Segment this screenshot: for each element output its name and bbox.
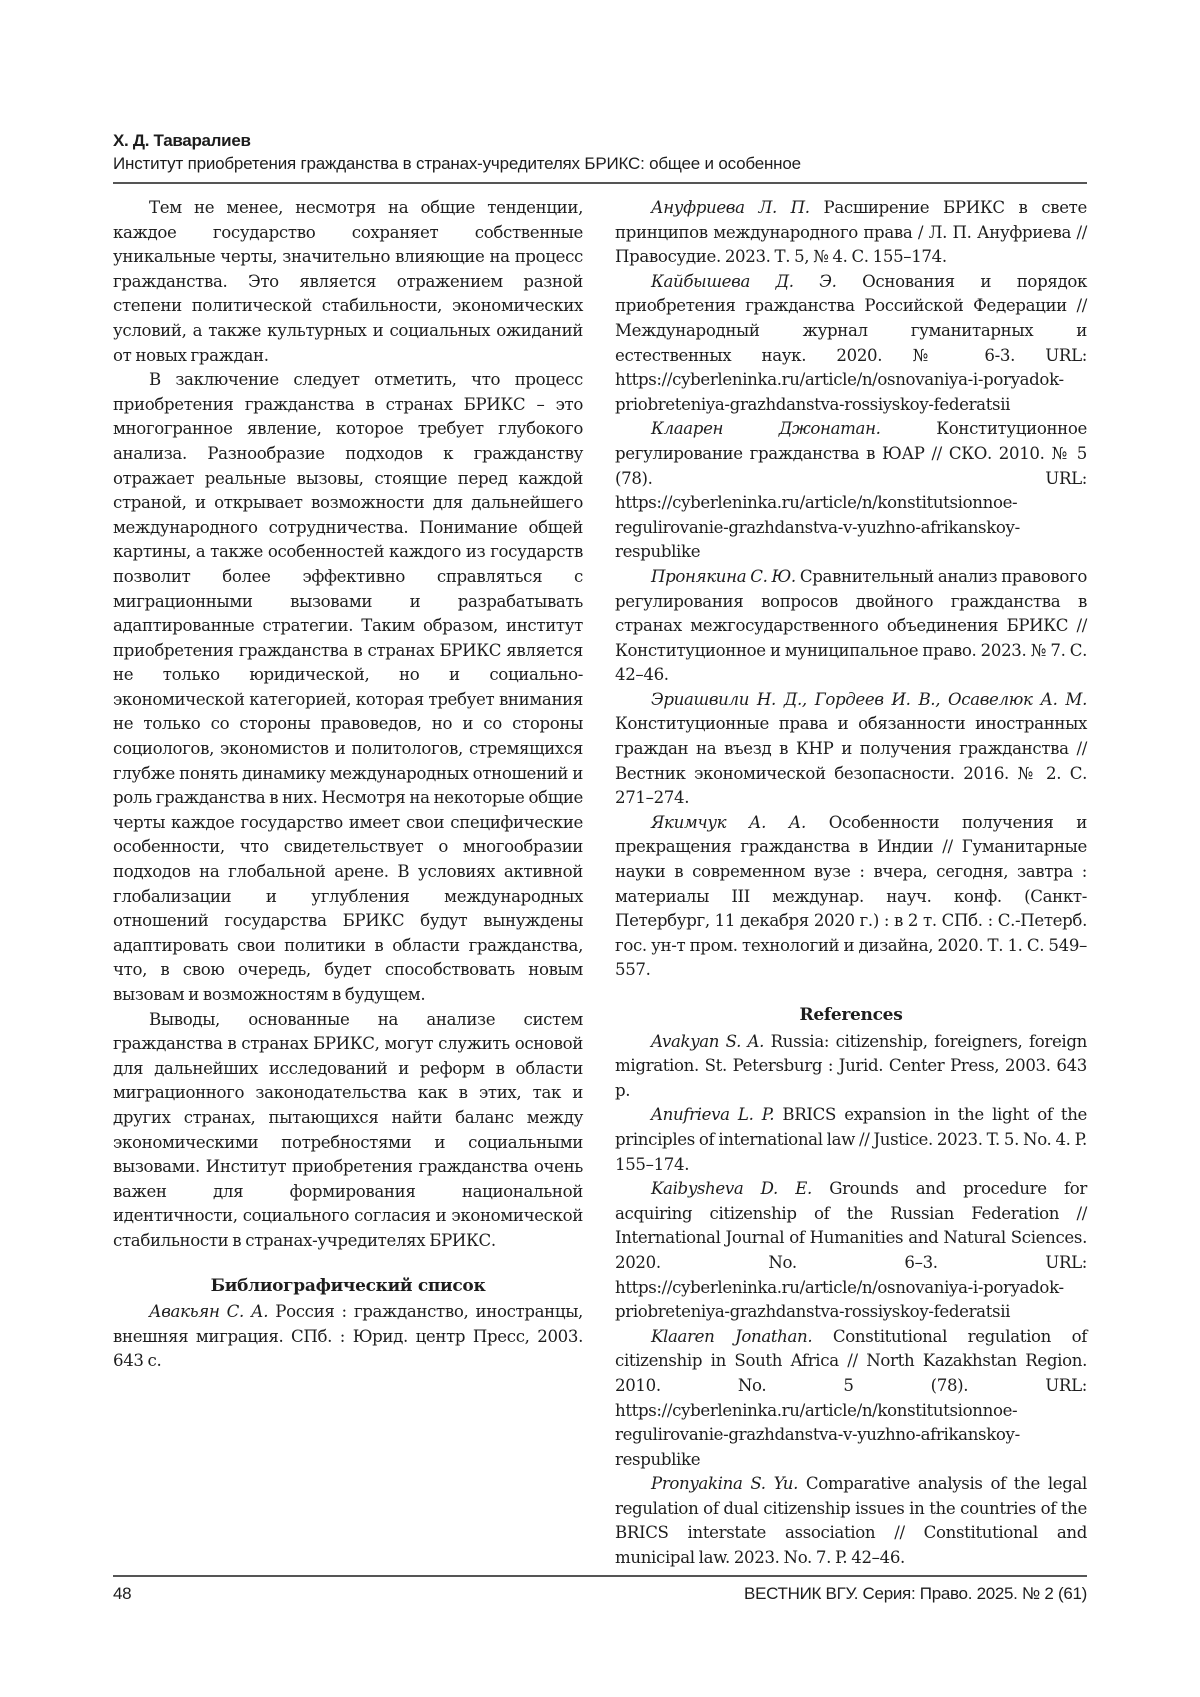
entry-text: Основания и порядок приобретения гражданства Российской Федерации // Международный журнал гуманитарных и естественных наук. 2020. № 6-3. URL: https://cyberleninka.ru/article/n/osnovaniya-i-poryadok-priobreteniya-grazhdanstva-rossiyskoy-federatsii: [615, 271, 1087, 414]
references-heading: References: [799, 1005, 903, 1025]
entry-text: Сравнительный анализ правового регулирования вопросов двойного гражданства в странах межгосударственного объединения БРИКС // Конституционное и муниципальное право. 2023. № 7. С. 42–46.: [615, 566, 1087, 685]
entry-text: Россия : гражданство, иностранцы, внешняя миграция. СПб. : Юрид. центр Пресс, 2003. 643 с.: [113, 1302, 583, 1371]
bibliography-entry: [615, 417, 1087, 565]
bibliography-entry: [615, 688, 1087, 811]
entry-text: Constitutional regulation of citizenship in South Africa // North Kazakhstan Region. 2010. No. 5 (78). URL: https://cyberleninka.ru/article/n/konstitutsionnoe-regulirovanie-grazhdanstva-v-yuzhno-afrikanskoy-respublike: [615, 1326, 1088, 1469]
entry-author: Эриашвили Н. Д., Гордеев И. В., Осавелюк А. М.: [651, 689, 1087, 709]
entry-author: Якимчук А. А.: [651, 812, 806, 832]
bibliography-entry: [615, 565, 1087, 688]
entry-author: Авакьян С. А.: [149, 1302, 269, 1322]
bibliography-entry: [615, 270, 1087, 418]
left-column: [113, 196, 583, 1374]
entry-text: Расширение БРИКС в свете принципов международного права / Л. П. Ануфриева // Правосудие. 2023. Т. 5, № 4. С. 155–174.: [615, 198, 1087, 267]
bibliography-entry: [113, 1300, 583, 1374]
reference-entry: [615, 1325, 1087, 1473]
running-head-title: Институт приобретения гражданства в странах-учредителях БРИКС: общее и особенное: [113, 154, 801, 173]
reference-entry: [615, 1103, 1087, 1177]
entry-text: Russia: citizenship, foreigners, foreign migration. St. Petersburg : Jurid. Center Press, 2003. 643 p.: [615, 1031, 1087, 1100]
bibliography-heading: Библиографический список: [210, 1275, 486, 1296]
right-column: [615, 196, 1087, 1571]
entry-author: Anufrieva L. P.: [651, 1105, 775, 1125]
entry-author: Pronyakina S. Yu.: [651, 1474, 799, 1494]
page-number: 48: [113, 1584, 132, 1603]
footer-rule: [113, 1575, 1087, 1577]
entry-text: Конституционные права и обязанности иностранных граждан на въезд в КНР и получения гражданства // Вестник экономической безопасности. 2016. № 2. С. 271–274.: [615, 714, 1087, 808]
header-rule: [113, 182, 1087, 184]
reference-entry: [615, 1177, 1087, 1325]
journal-name: ВЕСТНИК ВГУ. Серия: Право. 2025. № 2 (61): [744, 1584, 1087, 1603]
body-paragraph: Выводы, основанные на анализе систем гражданства в странах БРИКС, могут служить основой для дальнейших исследований и реформ в области миграционного законодательства как в этих, так и других странах, пытающихся найти баланс между экономическими потребностями и социальными вызовами. Институт приобретения гражданства очень важен для формирования национальной идентичности, социального согласия и экономической стабильности в странах-учредителях БРИКС.: [113, 1009, 583, 1250]
entry-text: BRICS expansion in the light of the principles of international law // Justice. 2023. T. 5. No. 4. P. 155–174.: [615, 1105, 1087, 1174]
entry-author: Klaaren Jonathan.: [651, 1326, 813, 1346]
body-paragraph: В заключение следует отметить, что процесс приобретения гражданства в странах БРИКС – это многогранное явление, которое требует глубокого анализа. Разнообразие подходов к гражданству отражает реальные вызовы, стоящие перед каждой страной, и открывает возможности для дальнейшего международного сотрудничества. Понимание общей картины, а также особенностей каждого из государств позволит более эффективно справляться с миграционными вызовами и разрабатывать адаптированные стратегии. Таким образом, институт приобретения гражданства в странах БРИКС является не только юридической, но и социально-экономической категорией, которая требует внимания не только со стороны правоведов, но и со стороны социологов, экономистов и политологов, стремящихся глубже понять динамику международных отношений и роль гражданства в них. Несмотря на некоторые общие черты каждое государство имеет свои специфические особенности, что свидетельствует о многообразии подходов на глобальной арене. В условиях активной глобализации и углубления международных отношений государства БРИКС будут вынуждены адаптировать свои политики в области гражданства, что, в свою очередь, будет способствовать новым вызовам и возможностям в будущем.: [113, 370, 583, 1004]
entry-author: Клаарен Джонатан.: [651, 419, 881, 439]
reference-entry: [615, 1472, 1087, 1570]
body-paragraph: Тем не менее, несмотря на общие тенденции, каждое государство сохраняет собственные уникальные черты, значительно влияющие на процесс гражданства. Это является отражением разной степени политической стабильности, экономических условий, а также культурных и социальных ожиданий от новых граждан.: [113, 198, 583, 365]
entry-author: Avakyan S. A.: [651, 1031, 765, 1051]
bibliography-entry: [615, 811, 1087, 983]
entry-text: Конституционное регулирование гражданства в ЮАР // СКО. 2010. № 5 (78). URL: https://cyberleninka.ru/article/n/konstitutsionnoe-regulirovanie-grazhdanstva-v-yuzhno-afrikanskoy-respublike: [615, 419, 1087, 562]
bibliography-entry: [615, 196, 1087, 270]
running-head: [113, 130, 1087, 176]
running-head-author: Х. Д. Таваралиев: [113, 131, 251, 150]
entry-author: Ануфриева Л. П.: [651, 198, 810, 217]
entry-text: Grounds and procedure for acquiring citizenship of the Russian Federation // International Journal of Humanities and Natural Sciences. 2020. No. 6–3. URL: https://cyberleninka.ru/article/n/osnovaniya-i-poryadok-priobreteniya-grazhdanstva-rossiyskoy-federatsii: [615, 1179, 1087, 1322]
entry-text: Comparative analysis of the legal regulation of dual citizenship issues in the countries of the BRICS interstate association // Constitutional and municipal law. 2023. No. 7. P. 42–46.: [615, 1474, 1088, 1568]
reference-entry: [615, 1030, 1087, 1104]
entry-author: Пронякина С. Ю.: [651, 566, 796, 586]
entry-author: Кайбышева Д. Э.: [651, 271, 837, 291]
entry-text: Особенности получения и прекращения гражданства в Индии // Гуманитарные науки в современном вузе : вчера, сегодня, завтра : материалы III междунар. науч. конф. (Санкт-Петербург, 11 декабря 2020 г.) : в 2 т. СПб. : С.-Петерб. гос. ун-т пром. технологий и дизайна, 2020. Т. 1. С. 549–557.: [615, 812, 1087, 980]
entry-author: Kaibysheva D. E.: [651, 1179, 812, 1199]
